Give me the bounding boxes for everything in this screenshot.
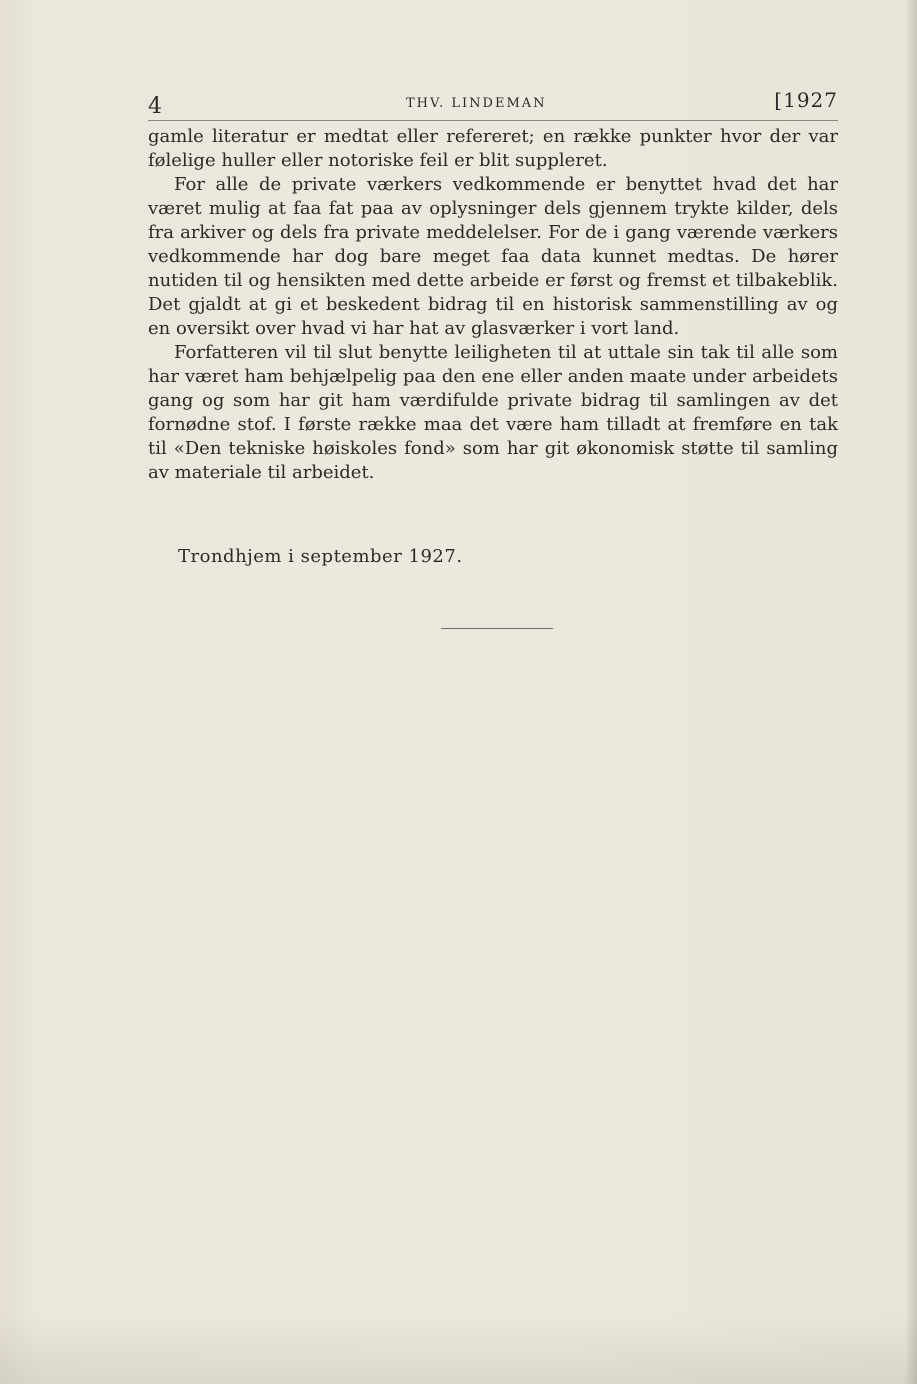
paragraph-1: gamle literatur er medtat eller refereret; en række punkter hvor der var følelige huller eller notoriske feil er blit suppleret. <box>148 126 838 171</box>
running-title: THV. LINDEMAN <box>406 96 547 111</box>
paragraph-2: For alle de private værkers vedkommende er benyttet hvad det har været mulig at faa fat paa av oplysninger dels gjennem trykte kilder, dels fra arkiver og dels fra private meddelelser. For de i gang værende værkers vedkommende har dog bare meget faa data kunnet medtas. De hører nutiden til og hensikten med dette arbeide er først og fremst et tilbakeblik. Det gjaldt at gi et beskedent bidrag til en historisk sammenstilling av og en oversikt over hvad vi har hat av glasværker i vort land. <box>148 174 838 339</box>
page-bottom-shading <box>0 1314 917 1384</box>
end-rule <box>441 628 553 629</box>
header-year: [1927 <box>774 88 838 112</box>
page-number: 4 <box>148 94 162 119</box>
place-date-signature: Trondhjem i september 1927. <box>178 546 463 567</box>
body-text <box>148 125 838 485</box>
page-edge-shadow <box>905 0 917 1384</box>
header-rule <box>148 120 838 121</box>
paragraph-3: Forfatteren vil til slut benytte leiligheten til at uttale sin tak til alle som har været ham behjælpelig paa den ene eller anden maate under arbeidets gang og som har git ham værdifulde private bidrag til samlingen av det fornødne stof. I første række maa det være ham tilladt at fremføre en tak til «Den tekniske høiskoles fond» som har git økonomisk støtte til samling av materiale til arbeidet. <box>148 342 838 483</box>
running-header <box>148 88 838 122</box>
